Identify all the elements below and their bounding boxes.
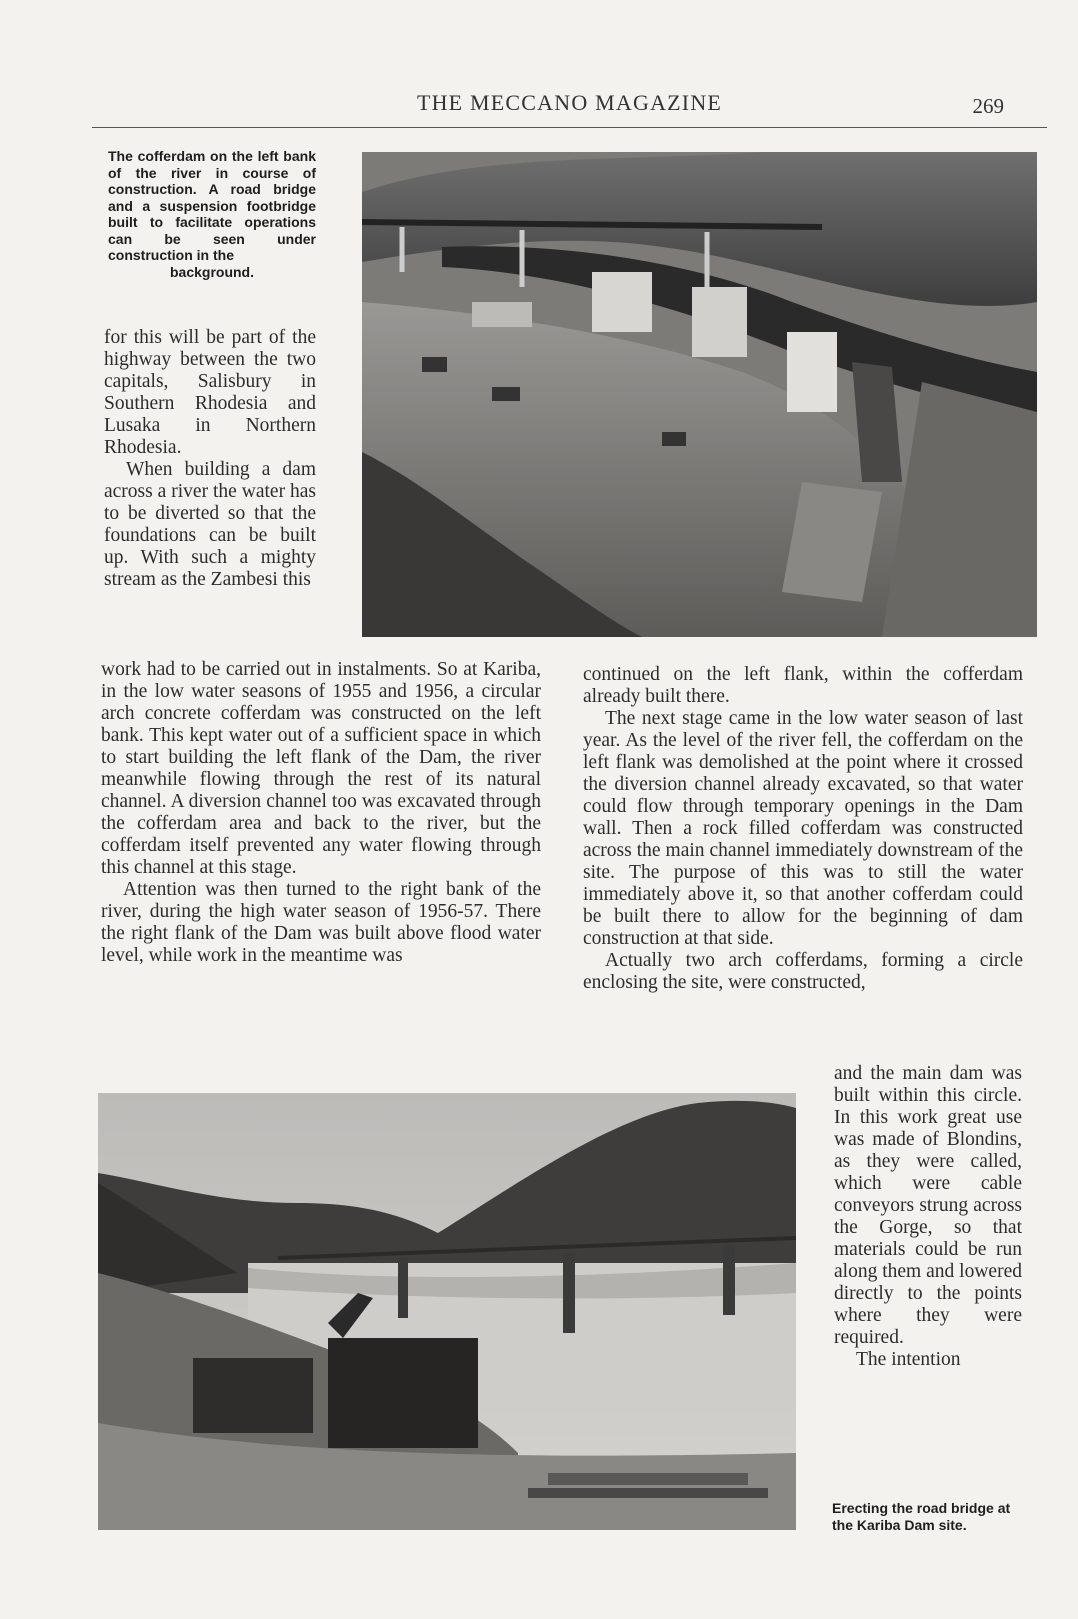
top-photo-caption: [108, 148, 316, 280]
text-column-right: [583, 664, 1023, 994]
paragraph: work had to be carried out in instalments. So at Kariba, in the low water seasons of 1955 and 1956, a circular arch concrete cofferdam was constructed on the left bank. This kept water out of a sufficient space in which to start building the left flank of the Dam, the river meanwhile flowing through the rest of its natural channel. A diversion channel too was excavated through the cofferdam area and back to the river, but the cofferdam itself prevented any water flowing through this channel at this stage.: [101, 659, 541, 878]
paragraph: continued on the left flank, within the cofferdam already built there.: [583, 664, 1023, 707]
cofferdam-construction-photo: [362, 152, 1037, 637]
paragraph: The intention: [856, 1349, 961, 1370]
road-bridge-photo-graphic: [98, 1093, 796, 1530]
road-bridge-photo: [98, 1093, 796, 1530]
page-number: 269: [972, 94, 1004, 118]
top-caption-text: The cofferdam on the left bank of the river in course of construction. A road bridge and a suspension footbridge built to facilitate operations can be seen under construction in the: [108, 148, 316, 263]
paragraph: When building a dam across a river the water has to be diverted so that the foundations can be built up. With such a mighty stream as the Zambesi this: [104, 459, 316, 590]
top-caption-last-line: background.: [169, 263, 254, 280]
paragraph: and the main dam was built within this circle. In this work great use was made of Blondins, as they were called, which were cable conveyors strung across the Gorge, so that materials could be run along them and lowered directly to the points where they were required.: [834, 1063, 1022, 1348]
narrow-text-column-bottom: [834, 1063, 1022, 1371]
paragraph: The next stage came in the low water season of last year. As the level of the river fell, the cofferdam on the left flank was demolished at the point where it crossed the diversion channel already excavated, so that water could flow through temporary openings in the Dam wall. Then a rock filled cofferdam was constructed across the main channel immediately downstream of the site. The purpose of this was to still the water immediately above it, so that another cofferdam could be built there to allow for the beginning of dam construction at that side.: [583, 708, 1023, 949]
page-header: [92, 90, 1047, 126]
cofferdam-photo-graphic: [362, 152, 1037, 637]
narrow-text-column-top: [104, 327, 316, 591]
paragraph: Actually two arch cofferdams, forming a circle enclosing the site, were constructed,: [583, 950, 1023, 993]
magazine-title: THE MECCANO MAGAZINE: [416, 90, 723, 115]
paragraph: for this will be part of the highway between the two capitals, Salisbury in Southern Rhodesia and Lusaka in Northern Rhodesia.: [104, 327, 316, 458]
bottom-photo-caption: Erecting the road bridge at the Kariba Dam site.: [832, 1500, 1011, 1533]
paragraph: Attention was then turned to the right bank of the river, during the high water season of 1956-57. There the right flank of the Dam was built above flood water level, while work in the meantime was: [101, 879, 541, 966]
text-column-left: [101, 659, 541, 967]
header-rule: [92, 127, 1047, 128]
